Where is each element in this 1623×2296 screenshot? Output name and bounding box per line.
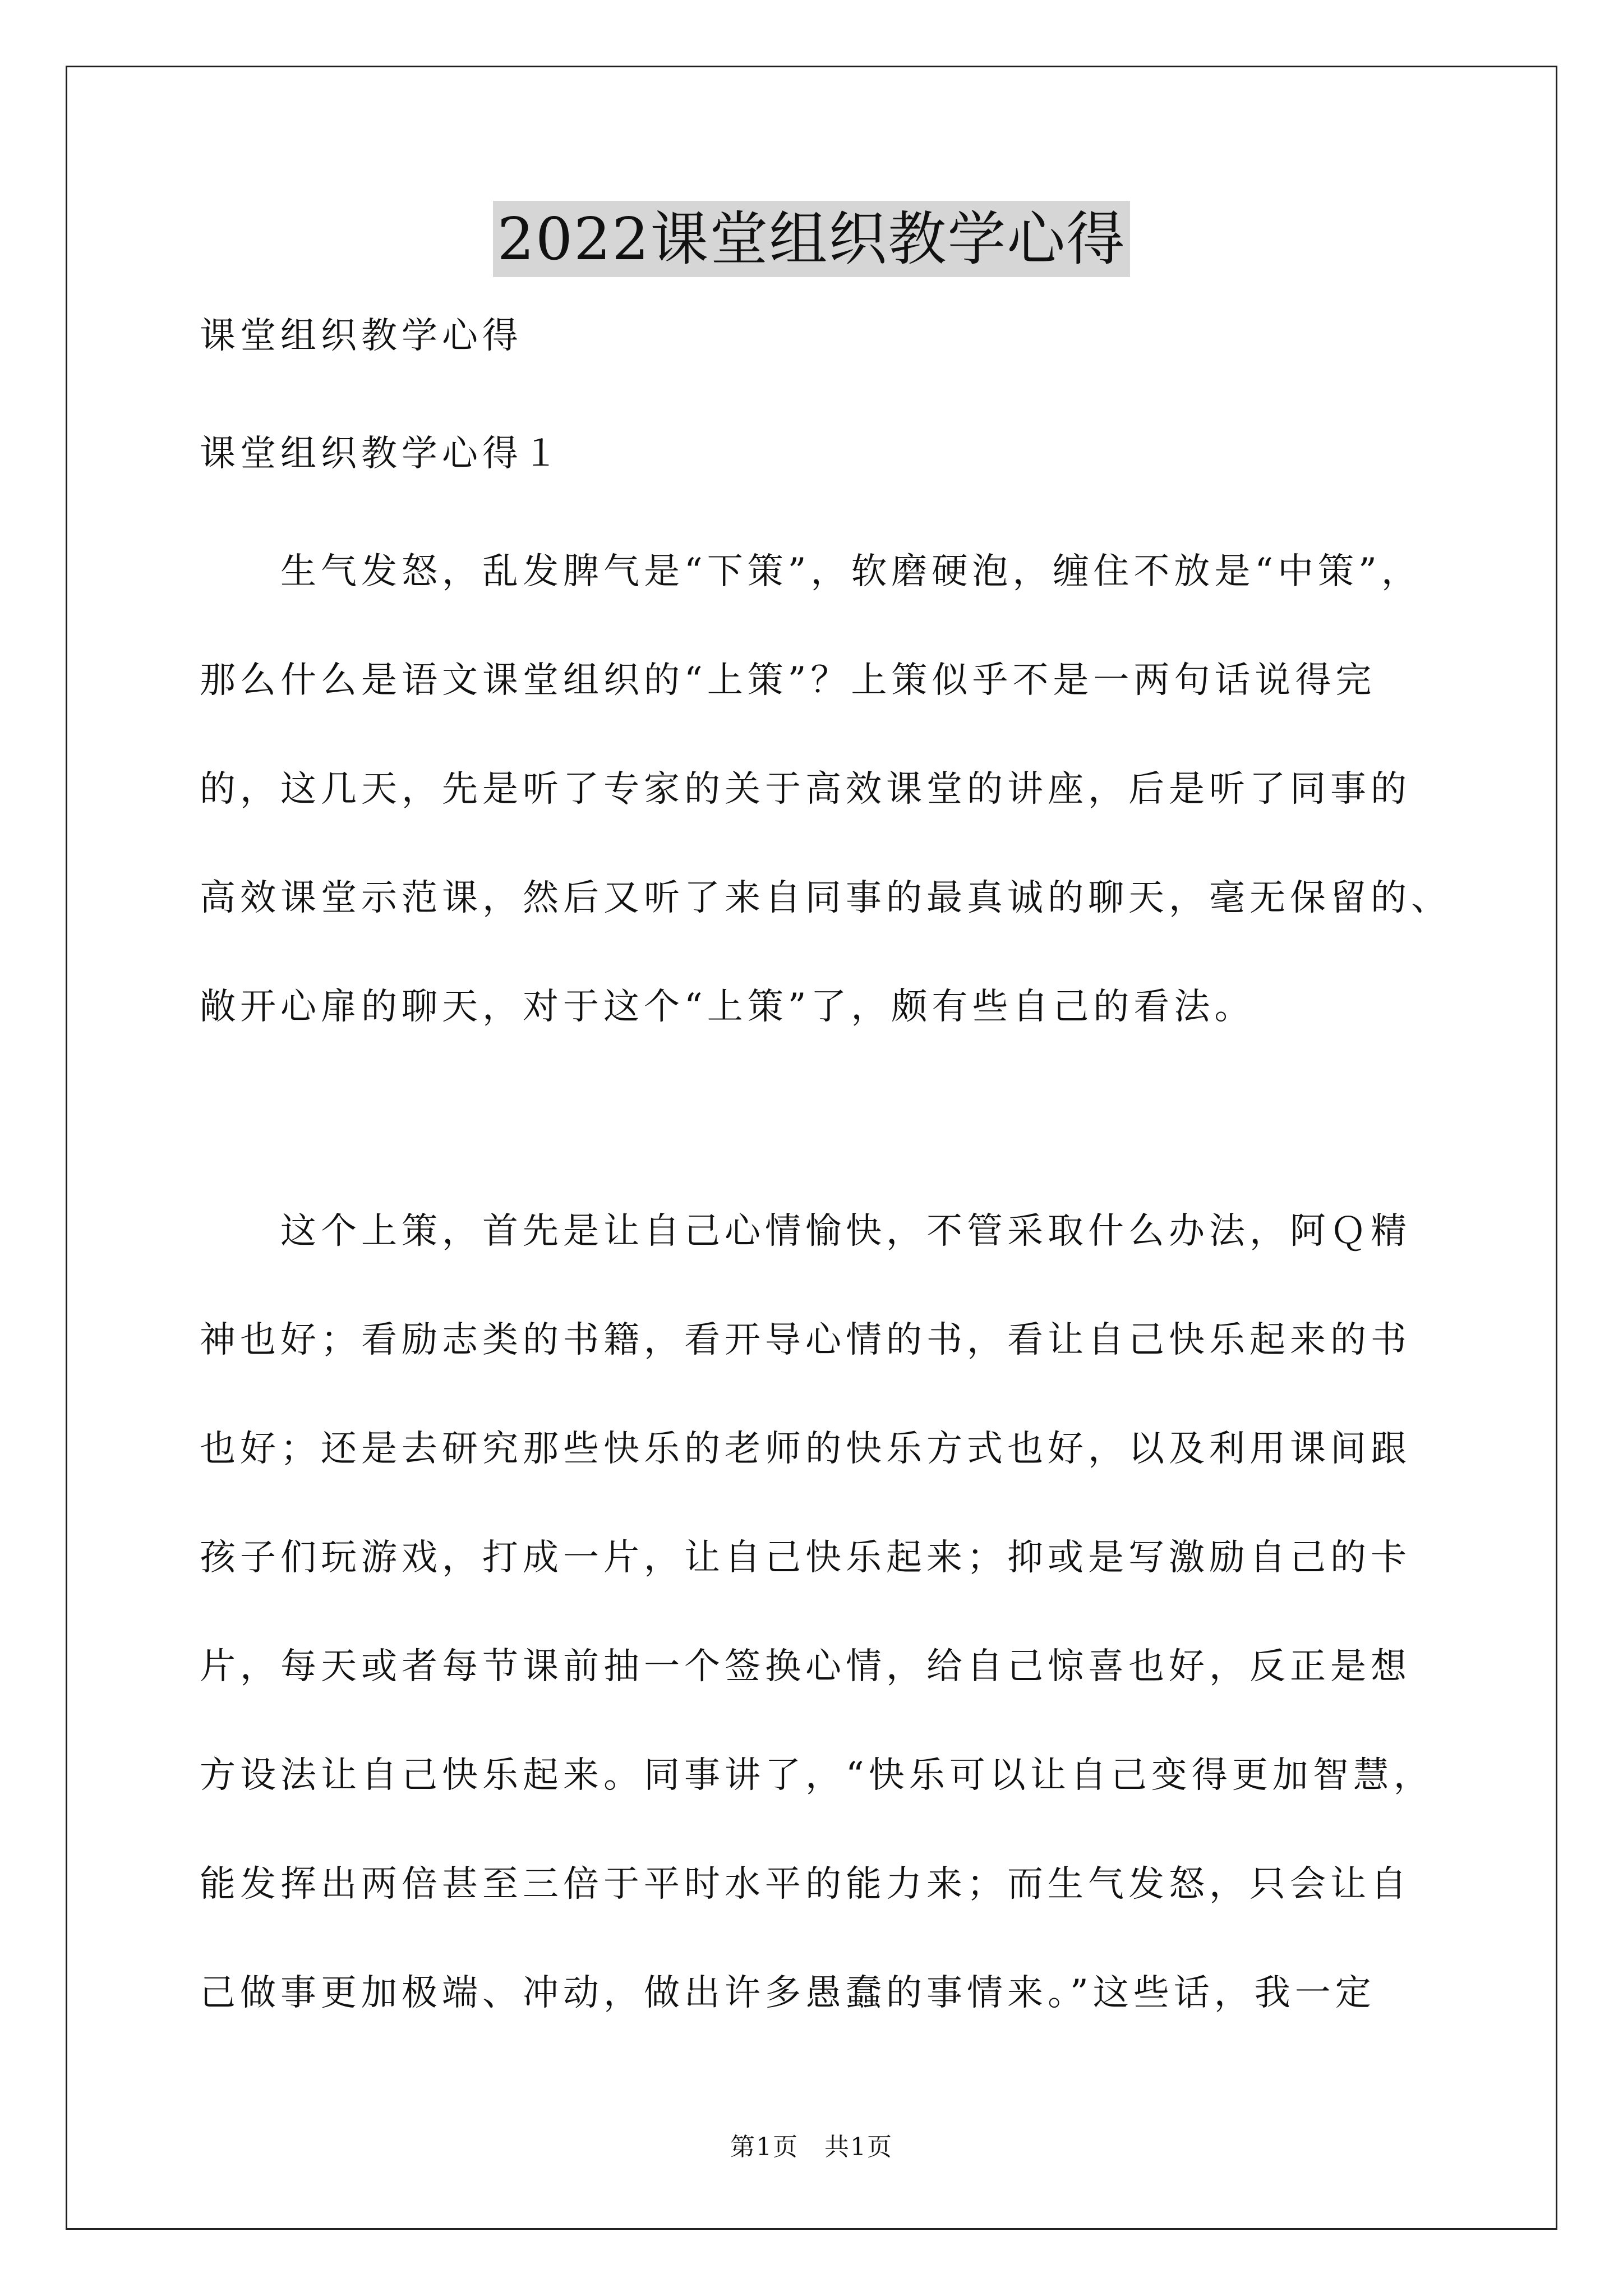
paragraph-line: 的，这几天，先是听了专家的关于高效课堂的讲座，后是听了同事的 — [200, 769, 1411, 810]
document-body — [200, 314, 1451, 2015]
paragraph-line: 方设法让自己快乐起来。同事讲了，“快乐可以让自己变得更加智慧， — [200, 1755, 1434, 1796]
paragraph-line: 那么什么是语文课堂组织的“上策”？上策似乎不是一两句话说得完 — [200, 660, 1376, 701]
paragraph-line: 能发挥出两倍甚至三倍于平时水平的能力来；而生气发怒，只会让自 — [200, 1864, 1411, 1905]
page-footer: 第1页 共1页 — [730, 2133, 893, 2161]
paragraph-line: 敞开心扉的聊天，对于这个“上策”了，颇有些自己的看法。 — [200, 986, 1255, 1028]
paragraph-line: 高效课堂示范课，然后又听了来自同事的最真诚的聊天，毫无保留的、 — [200, 877, 1451, 919]
paragraph-line: 也好；还是去研究那些快乐的老师的快乐方式也好，以及利用课间跟 — [200, 1428, 1411, 1470]
paragraph-line: 孩子们玩游戏，打成一片，让自己快乐起来；抑或是写激励自己的卡 — [200, 1537, 1411, 1579]
subsection-heading: 课堂组织教学心得１ — [200, 433, 563, 475]
paragraph-line: 己做事更加极端、冲动，做出许多愚蠢的事情来。”这些话，我一定 — [200, 1972, 1376, 2014]
paragraph-1 — [200, 550, 1451, 1029]
section-heading: 课堂组织教学心得 — [200, 315, 523, 357]
paragraph-line: 片，每天或者每节课前抽一个签换心情，给自己惊喜也好，反正是想 — [200, 1646, 1411, 1687]
document-title: 2022课堂组织教学心得 — [493, 201, 1131, 277]
paragraph-line: 这个上策，首先是让自己心情愉快，不管采取什么办法，阿Ｑ精 — [200, 1211, 1411, 1252]
paragraph-2 — [200, 1209, 1433, 2015]
paragraph-line: 神也好；看励志类的书籍，看开导心情的书，看让自己快乐起来的书 — [200, 1319, 1411, 1361]
title-container — [0, 201, 1623, 277]
paragraph-line: 生气发怒，乱发脾气是“下策”，软磨硬泡，缠住不放是“中策”， — [200, 551, 1422, 592]
